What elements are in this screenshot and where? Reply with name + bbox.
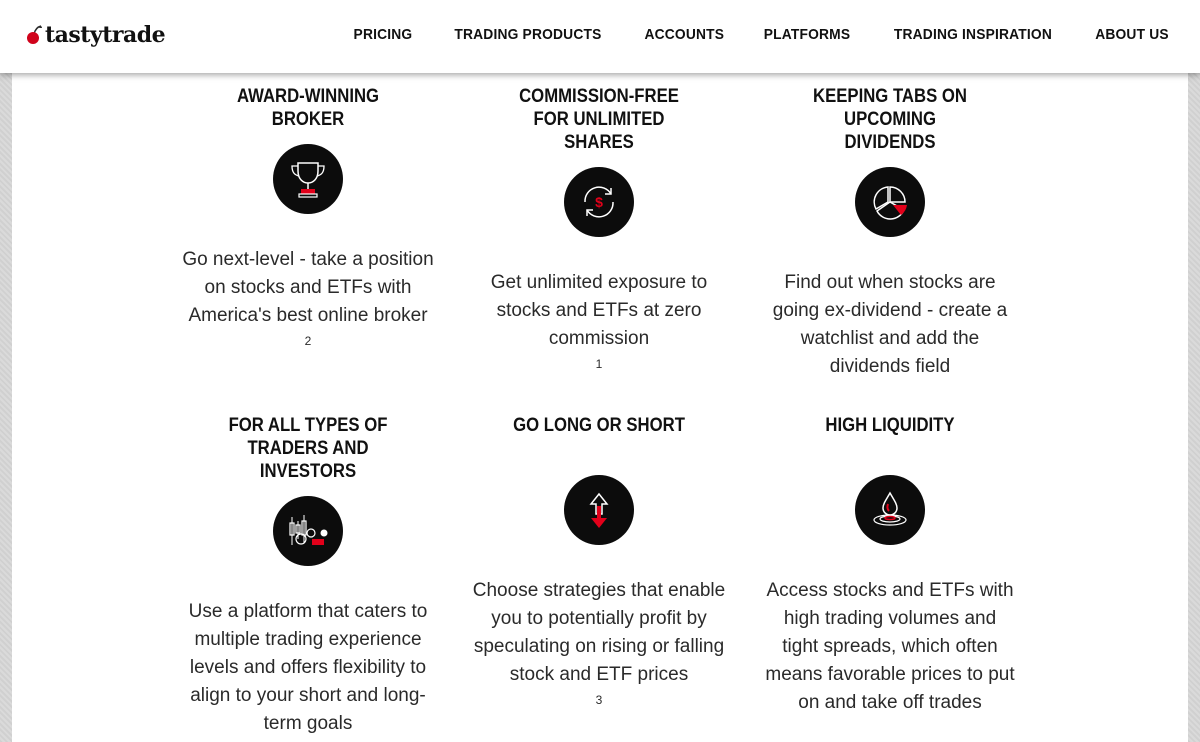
feature-commission-free [449, 85, 749, 381]
feature-award-winning [158, 85, 458, 358]
footnote-ref[interactable]: 1 [595, 357, 603, 371]
trophy-icon [273, 144, 343, 214]
features-panel [12, 0, 1188, 742]
feature-description: Go next-level - take a position on stocks and ETFs with America's best online broker $^2$ [182, 249, 434, 348]
svg-text:$: $ [595, 194, 603, 210]
pie-chart-icon [855, 167, 925, 237]
feature-title: KEEPING TABS ON UPCOMING DIVIDENDS [813, 86, 967, 153]
feature-title: AWARD-WINNING BROKER [236, 86, 380, 130]
feature-description: Access stocks and ETFs with high trading volumes and tight spreads, which often means favorable prices to put on and take off trades [765, 580, 1015, 713]
feature-high-liquidity [740, 414, 1040, 717]
nav-trading-products[interactable]: TRADING PRODUCTS [454, 26, 602, 43]
nav-trading-inspiration[interactable]: TRADING INSPIRATION [894, 26, 1053, 43]
water-drop-icon [855, 475, 925, 545]
brand-name: tastytrade [45, 22, 166, 48]
dollar-cycle-icon [564, 167, 634, 237]
main-nav [351, 26, 1172, 43]
nav-accounts[interactable]: ACCOUNTS [644, 26, 724, 43]
up-down-arrows-icon [564, 475, 634, 545]
nav-pricing[interactable]: PRICING [353, 26, 413, 43]
feature-description: Choose strategies that enable you to potentially profit by speculating on rising or falling stock and ETF prices $^3$ [472, 580, 726, 707]
feature-all-traders [158, 414, 458, 738]
nav-about-us[interactable]: ABOUT US [1095, 26, 1169, 43]
brand-logo[interactable] [25, 22, 165, 48]
feature-description: Use a platform that caters to multiple trading experience levels and offers flexibility to align to your short and long- term goals [188, 601, 428, 734]
nav-platforms[interactable]: PLATFORMS [763, 26, 851, 43]
feature-dividends [740, 85, 1040, 381]
cherry-icon [25, 25, 43, 45]
candlestick-gears-icon [273, 496, 343, 566]
feature-title: FOR ALL TYPES OF TRADERS AND INVESTORS [228, 415, 388, 482]
feature-title: GO LONG OR SHORT [513, 415, 685, 436]
feature-long-short [449, 414, 749, 717]
footnote-ref[interactable]: 2 [304, 334, 312, 348]
feature-description: Get unlimited exposure to stocks and ETFs at zero commission $^1$ [490, 272, 708, 371]
site-header [0, 0, 1200, 73]
footnote-ref[interactable]: 3 [595, 693, 603, 707]
feature-description: Find out when stocks are going ex-dividend - create a watchlist and add the dividends field [772, 272, 1008, 377]
feature-title: HIGH LIQUIDITY [825, 415, 955, 436]
feature-title: COMMISSION-FREE FOR UNLIMITED SHARES [519, 86, 679, 153]
